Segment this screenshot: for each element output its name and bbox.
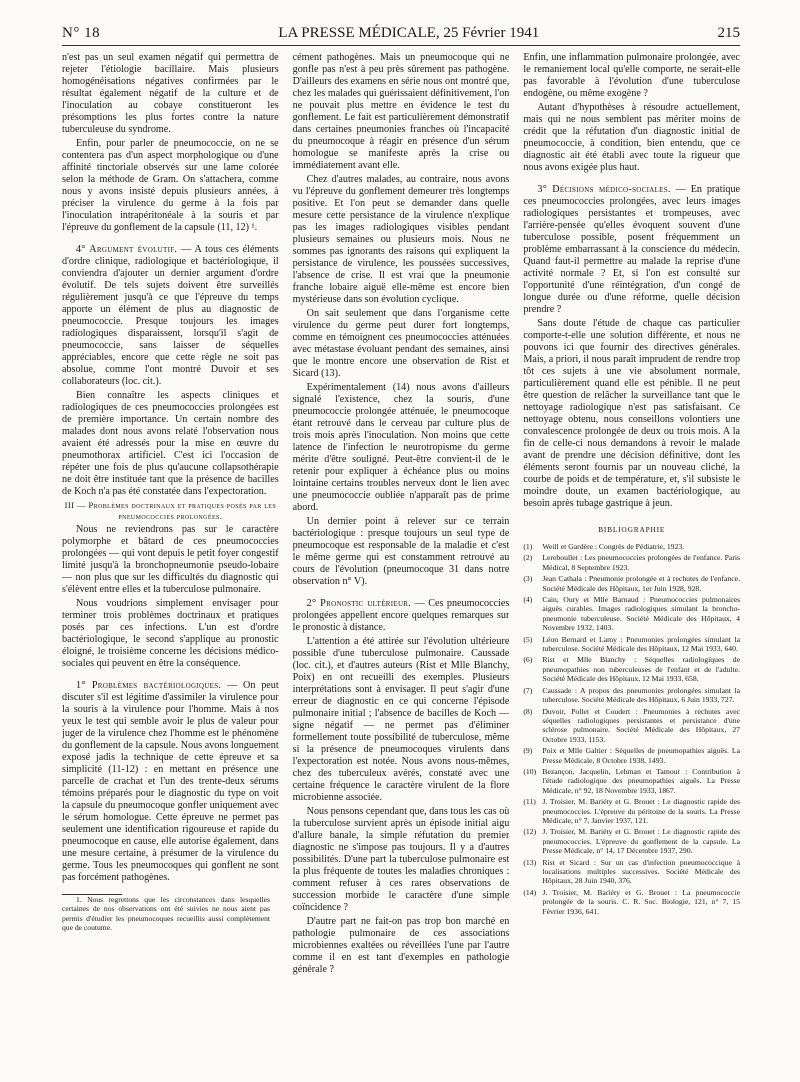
bibliography-reference: Duvoir, Pollet et Coudert : Pneumonies à rechutes avec séquelles radiologiques persistantes et persistance d'une sclérose pulmonaire. Société Médicale des Hôpitaux, 27 Octobre 1933, 1153.	[542, 706, 741, 744]
section-decisions-medico-sociales	[523, 184, 740, 316]
bibliography-reference: Caussade : A propos des pneumonies prolongées simulant la tuberculose. Société Médicale des Hôpitaux, 6 Juin 1933, 727.	[542, 685, 741, 705]
paragraph: On sait seulement que dans l'organisme cette virulence du germe peut durer fort longtemps, comme en témoignent ces pneumococcies atténuées avec métastase évoluant pendant des semaines, ainsi que le montre encore une observation de Rist et Sicard (13).	[292, 308, 510, 379]
paragraph: Nous voudrions simplement envisager pour terminer trois problèmes doctrinaux et pratiques posés par ces infections. L'un est d'ordre bactériologique, le second s'applique au pronostic éloigné, le troisième concerne les décisions médico-sociales qui peuvent en être la conséquence.	[62, 598, 279, 669]
paragraph: Expérimentalement (14) nous avons d'ailleurs signalé l'existence, chez la souris, d'une pneumococcie prolongée atténuée, le pneumocoque étant retrouvé dans le cerveau par culture plus de trois mois après l'inoculation. Non moins que cette latence de l'infection le neurotropisme du germe mérite d'être souligné. Peut-être convient-il de le retenir pour expliquer à échéance plus ou moins lointaine certains troubles nerveux dont le lien avec une pneumococcie oubliée n'apparaît pas de prime abord.	[292, 382, 510, 513]
section-text: — En pratique ces pneumococcies prolongées, avec leurs images radiologiques persistantes et trompeuses, avec l'arrière-pensée qu'elles évoquent souvent d'une tuberculose possible, posent fréquemment un problème embarrassant à la conscience du médecin. Quand faut-il permettre au malade la reprise d'une activité normale ? Et, si l'on est consulté sur l'opportunité d'une réintégration, d'un congé de longue durée ou d'une réforme, quelle décision prendre ?	[523, 184, 741, 315]
section-heading: 4° Argument évolutif.	[76, 244, 178, 255]
bibliography-reference: Jean Cathala : Pneumonie prolongée et à rechutes de l'enfance. Société Médicale des Hôpitaux, 1er Juin 1928, 928.	[542, 574, 741, 593]
bibliography-list	[523, 542, 740, 916]
bibliography-reference: Lereboullet : Les pneumococcies prolongées de l'enfance. Paris Médical, 8 Septembre 1923.	[542, 553, 741, 572]
bibliography-number: (5)	[523, 634, 533, 644]
paragraph: cément pathogènes. Mais un pneumocoque qui ne gonfle pas n'est à peu près sûrement pas pathogène. D'ailleurs des examens en série nous ont montré que, chez les malades qui guérissaient définitivement, l'on ne pouvait plus mettre en évidence le test du gonflement. Le fait est particulièrement démonstratif dans certaines pneumonies franches où l'incapacité du pneumocoque à réagir en présence d'un sérum homologue se manifeste après la crise ou immédiatement avant elle.	[292, 52, 510, 171]
section-problemes-bacteriologiques	[62, 680, 279, 884]
paragraph: D'autre part ne fait-on pas trop bon marché en pathologie pulmonaire de ces associations microbiennes exaltées ou réveillées l'une par l'autre comme il en est tant d'exemples en pathologie générale ?	[292, 916, 510, 975]
bibliography-number: (13)	[523, 857, 537, 867]
column-3	[523, 52, 740, 1074]
paragraph: Chez d'autres malades, au contraire, nous avons vu l'épreuve du gonflement demeurer très longtemps positive. Et l'on peut se demander dans quelle mesure cette persistance de la virulence n'explique pas les images radiologiques visibles pendant plusieurs semaines ou plusieurs mois. Nous ne sommes pas ignorants des raisons qui expliquent la persistance de virulence, les poussées successives, l'absence de crise. Il est vrai que la pneumonie franche lobaire aiguë elle-même est encore bien mystérieuse dans son évolution cyclique.	[292, 174, 510, 305]
bibliography-entry	[523, 797, 740, 825]
bibliography-title: BIBLIOGRAPHIE	[598, 525, 666, 534]
bibliography-number: (9)	[523, 746, 533, 756]
journal-title: LA PRESSE MÉDICALE, 25 Février 1941	[278, 25, 540, 41]
bibliography-number: (10)	[523, 766, 537, 776]
bibliography-entry	[523, 553, 740, 572]
section-heading: 1° Problèmes bactériologiques.	[76, 680, 222, 691]
bibliography-number: (7)	[523, 685, 533, 695]
paragraph: Sans doute l'étude de chaque cas particulier comporte-t-elle une solution différente, et nous ne pouvons ici que fournir des directives générales. Mais, a priori, il nous paraît imprudent de rendre trop tôt ces sujets à une vie absolument normale, particulièrement quand elle est pénible. Il ne peut être question de relâcher la surveillance tant que le nettoyage radiologique n'est pas satisfaisant. Ce nettoyage obtenu, nous conseillons volontiers une convalescence prolongée de deux ou trois mois. A la fin de celle-ci nous demandons à revoir le malade avant de prendre une décision définitive, dont les éléments seront fournis par un nouveau cliché, la courbe de poids et de température, et, s'il subsiste le moindre doute, un examen bactériologique, au besoin après tubage gastrique à jeun.	[523, 318, 741, 509]
paragraph: Enfin, pour parler de pneumococcie, on ne se contentera pas d'un aspect morphologique ou d'une affinité tinctoriale observés sur une lame colorée selon la méthode de Gram. On s'attachera, comme nous y avons insisté depuis plusieurs années, à préciser la virulence du germe à la fois par l'inoculation intrapéritonéale à la souris et par l'épreuve du gonflement de la capsule (11, 12) ¹.	[62, 138, 279, 233]
paragraph: Nous ne reviendrons pas sur le caractère polymorphe et bâtard de ces pneumococcies prolongées — qui vont depuis le petit foyer congestif limité jusqu'à la bronchopneumonie pseudo-lobaire — non plus que sur les difficultés du diagnostic qui s'élèvent entre elles et la tuberculose pulmonaire.	[62, 524, 279, 595]
bibliography-reference: J. Troisier, M. Bariéty et G. Brouet : La pneumococcie prolongée de la souris. C. R. Soc. Biologie, 121, n° 7, 15 Février 1936, 641.	[542, 887, 741, 916]
bibliography-entry	[523, 655, 740, 683]
bibliography-number: (14)	[523, 887, 537, 897]
bibliography-entry	[523, 574, 740, 593]
section-argument-evolutif	[62, 244, 279, 388]
bibliography-entry	[523, 746, 740, 765]
paragraph: Bien connaître les aspects cliniques et radiologiques de ces pneumococcies prolongées est de première importance. Un certain nombre des malades dont nous avons relaté l'observation nous avaient été adressés pour la mise en œuvre du pneumothorax artificiel. C'est ici l'occasion de répéter une fois de plus qu'aucune collapsothérapie ne doit être instituée tant que la présence de bacilles de Koch n'a pas été constatée dans l'expectoration.	[62, 390, 279, 497]
bibliography-reference: J. Troisier, M. Bariéty et G. Brouet : Le diagnostic rapide des pneumococcies. L'épreuve du péritoine de la souris. La Presse Médicale, n° 7, Janvier 1937, 121.	[542, 797, 741, 825]
column-2	[293, 52, 510, 1074]
bibliography-entry	[523, 858, 740, 886]
footnote: 1. Nous regrettons que les circonstances dans lesquelles certaines de nos observations ont été suivies ne nous aient pas permis d'étudier les pneumocoques recueillis aussi complètement que de coutume.	[62, 895, 270, 933]
page-number: 215	[717, 25, 740, 41]
column-1	[62, 52, 279, 1074]
section-heading: 2° Pronostic ultérieur.	[306, 598, 412, 609]
bibliography-entry	[523, 542, 740, 551]
page-header	[62, 18, 740, 46]
bibliography-entry	[523, 635, 740, 654]
bibliography-reference: Poix et Mlle Galtier : Séquelles de pneumopathies aiguës. La Presse Médicale, 8 Octobre 1938, 1493.	[542, 746, 741, 765]
section-pronostic-ulterieur	[293, 598, 510, 634]
paragraph: n'est pas un seul examen négatif qui permettra de rejeter l'étiologie bacillaire. Mais plusieurs homogénéisations négatives confirmées par le résultat également négatif de la culture et de l'inoculation au cobaye constitueront les présomptions les plus fortes contre la nature tuberculeuse du syndrome.	[62, 52, 279, 135]
bibliography-number: (6)	[523, 655, 533, 665]
paragraph: Un dernier point à relever sur ce terrain bactériologique : presque toujours un seul type de pneumocoque est responsable de la maladie et c'est le même germe qui est constamment retrouvé au cours de l'évolution (pneumocoque 31 dans notre observation n° V).	[292, 516, 510, 587]
bibliography-number: (12)	[523, 827, 537, 837]
bibliography-reference: J. Troisier, M. Bariéty et G. Brouet : Le diagnostic rapide des pneumococcies. L'épreuve du gonflement de la capsule. La Presse Médicale, n° 14, 17 Décembre 1937, 290.	[542, 827, 741, 856]
paragraph: Nous pensons cependant que, dans tous les cas où la tuberculose survient après un épisode initial aigu d'allure banale, la simple réfutation du premier diagnostic ne s'impose pas toujours. Il y a d'autres possibilités. D'une part la tuberculose pulmonaire est la plus fréquente de toutes les maladies chroniques : comment refuser à ces rares observations de succession morbide le caractère d'une simple coïncidence ?	[292, 806, 510, 913]
bibliography-entry	[523, 767, 740, 795]
bibliography-reference: Rist et Sicard : Sur un cas d'infection pneumococcique à localisations multiples successives. Société Médicale des Hôpitaux, 28 Juin 1940, 376.	[542, 857, 741, 886]
article-columns	[62, 52, 740, 1074]
bibliography-entry	[523, 686, 740, 705]
bibliography-number: (11)	[523, 797, 536, 807]
section-text: — On peut discuter s'il est légitime d'assimiler la virulence pour la souris à la virulence pour l'homme. Mais à nos yeux le test qui semble avoir le plus de valeur pour juger de la virulence chez l'homme est le phénomène du gonflement de la capsule. Nous avons longuement exposé jadis la technique de cette épreuve et sa simplicité (11-12) : en mettant en présence une parcelle de crachat et l'un des trente-deux sérums témoins préparés pour le diagnostic du type on voit la capsule du pneumocoque gonfler uniquement avec le sérum homologue. Cette épreuve ne permet pas seulement une identification rigoureuse et rapide du pneumocoque en cause, elle autorise également, dans une mesure certaine, à présumer de la virulence du germe. Tous les pneumocoques qui gonflent ne sont pas forcément pathogènes.	[62, 680, 279, 883]
bibliography-entry	[523, 595, 740, 633]
bibliography-number: (2)	[523, 553, 533, 563]
bibliography-entry	[523, 888, 740, 916]
bibliography-reference: Weill et Gardère : Congrès de Pédiatrie, 1923.	[542, 542, 685, 551]
bibliography-number: (4)	[523, 595, 533, 605]
bibliography-entry	[523, 827, 740, 855]
bibliography-number: (3)	[523, 574, 533, 584]
section-text: — Ces pneumococcies prolongées appellent encore quelques remarques sur le pronostic à distance.	[292, 598, 510, 633]
bibliography-reference: Léon Bernard et Lamy : Pneumonies prolongées simulant la tuberculose. Société Médicale des Hôpitaux, 12 Mai 1933, 640.	[542, 634, 741, 654]
section-text: — A tous ces éléments d'ordre clinique, radiologique et bactériologique, il conviendra d'ajouter un dernier argument d'ordre évolutif. De tels sujets doivent être surveillés régulièrement jusqu'à ce que l'épreuve du temps apporte un élément de plus au diagnostic de pneumococcie. Presque toujours les images radiologiques disparaissent, lorsqu'il s'agit de pneumococcie, sans laisser de séquelles appréciables, encore que cette règle ne soit pas absolue, comme l'ont montré Duvoir et ses collaborateurs (loc. cit.).	[62, 244, 279, 387]
paragraph: Enfin, une inflammation pulmonaire prolongée, avec le remaniement local qu'elle comporte, ne serait-elle pas favorable à l'évolution d'une tuberculose endogène, ou même exogène ?	[523, 52, 741, 99]
bibliography-reference: Cain, Oury et Mlle Barnaud : Pneumococcies pulmonaires aiguës curables. Images radiologiques simulant la broncho-pneumonie tuberculeuse. Société Médicale des Hôpitaux, 4 Novembre 1932, 1403.	[542, 595, 741, 633]
bibliography-number: (8)	[523, 706, 533, 716]
issue-number: N° 18	[62, 25, 101, 41]
bibliography-reference: Bezançon, Jacquelin, Lehman et Tamour : Contribution à l'étude radiologique des pneumopathies aiguës. La Presse Médicale, n° 92, 18 Novembre 1933, 1867.	[542, 766, 741, 795]
bibliography-number: (1)	[523, 542, 533, 551]
paragraph: L'attention a été attirée sur l'évolution ultérieure possible d'une tuberculose pulmonaire. Caussade (loc. cit.), et d'autres auteurs (Rist et Mlle Blanchy, Poix) en ont recueilli des exemples. Plusieurs interprétations sont à envisager. Il peut s'agir d'une erreur de diagnostic en ce qui concerne l'épisode pulmonaire initial ; l'absence de bacilles de Koch — signe négatif — ne permet pas d'éliminer formellement toute possibilité de tuberculose, même si la présence de pneumocoques virulents dans l'expectoration est notée. Nous avons nous-mêmes, chez des tuberculeux avérés, constaté avec une certaine fréquence le caractère virulent de la flore microbienne associée.	[292, 636, 510, 803]
section-title-iii: III — Problèmes doctrinaux et pratiques posés par les pneumococcies prolongées.	[64, 500, 277, 521]
bibliography-entry	[523, 707, 740, 745]
bibliography-reference: Rist et Mlle Blanchy : Séquelles radiologiques de pneumopathies non tuberculeuses de l'enfant et de l'adulte. Société Médicale des Hôpitaux, 12 Mai 1933, 658.	[542, 655, 741, 684]
section-heading: 3° Décisions médico-sociales.	[537, 184, 671, 195]
paragraph: Autant d'hypothèses à résoudre actuellement, mais qui ne nous semblent pas mériter moins de crédit que la réfutation d'un diagnostic initial de pneumococcie, à condition, bien entendu, que ce diagnostic ait été établi avec toute la rigueur que nous avons exigée plus haut.	[523, 102, 741, 173]
